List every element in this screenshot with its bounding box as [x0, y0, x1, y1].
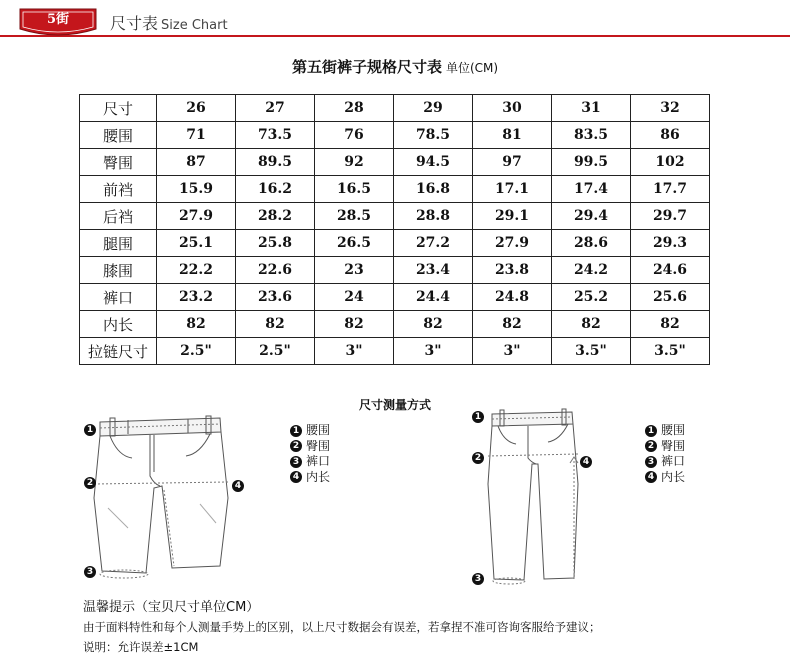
- table-row: [80, 257, 710, 284]
- table-cell: 28.8: [394, 203, 473, 230]
- legend-num: 3: [645, 456, 657, 468]
- legend-num: 2: [290, 440, 302, 452]
- legend-left-item: [290, 439, 330, 455]
- legend-label: 内长: [306, 469, 331, 484]
- legend-left: [290, 423, 330, 485]
- table-cell: 31: [552, 95, 631, 122]
- table-cell: 89.5: [236, 149, 315, 176]
- table-cell: 102: [631, 149, 710, 176]
- legend-right-item: [645, 470, 685, 486]
- table-cell: 29.3: [631, 230, 710, 257]
- table-row: [80, 311, 710, 338]
- table-cell: 25.6: [631, 284, 710, 311]
- table-cell: 82: [315, 311, 394, 338]
- table-cell: 27.2: [394, 230, 473, 257]
- legend-num: 1: [645, 425, 657, 437]
- table-cell: 92: [315, 149, 394, 176]
- legend-left-item: [290, 423, 330, 439]
- marker-3-left: 3: [84, 566, 96, 578]
- size-table-title: [0, 56, 790, 77]
- table-cell: 71: [157, 122, 236, 149]
- legend-left-item: [290, 454, 330, 470]
- legend-num: 4: [290, 471, 302, 483]
- table-cell: 87: [157, 149, 236, 176]
- table-cell: 16.2: [236, 176, 315, 203]
- row-label: 尺寸: [80, 95, 157, 122]
- legend-label: 腰围: [661, 423, 686, 437]
- table-cell: 29.1: [473, 203, 552, 230]
- legend-label: 内长: [661, 469, 686, 484]
- marker-1-right: 1: [472, 411, 484, 423]
- notes-line-2: 说明：允许误差±1CM: [83, 640, 199, 654]
- table-unit: 单位(CM): [445, 61, 499, 75]
- row-label: 前裆: [80, 176, 157, 203]
- legend-left-item: [290, 470, 330, 486]
- header-divider: [0, 35, 790, 37]
- table-cell: 99.5: [552, 149, 631, 176]
- table-cell: 29.4: [552, 203, 631, 230]
- notes-title: 温馨提示（宝贝尺寸单位CM）: [83, 600, 260, 615]
- table-cell: 97: [473, 149, 552, 176]
- marker-4-right: 4: [580, 456, 592, 468]
- notes-line-1: 由于面料特性和每个人测量手势上的区别，以上尺寸数据会有误差，若拿捏不准可咨询客服给予建议；: [83, 620, 601, 634]
- table-row: [80, 203, 710, 230]
- table-cell: 25.2: [552, 284, 631, 311]
- table-cell: 3.5": [631, 338, 710, 365]
- table-row: [80, 95, 710, 122]
- table-cell: 82: [394, 311, 473, 338]
- legend-num: 1: [290, 425, 302, 437]
- table-row: [80, 149, 710, 176]
- legend-num: 4: [645, 471, 657, 483]
- table-cell: 17.1: [473, 176, 552, 203]
- marker-3-right: 3: [472, 573, 484, 585]
- table-cell: 82: [552, 311, 631, 338]
- table-cell: 23.6: [236, 284, 315, 311]
- legend-label: 腰围: [306, 423, 331, 437]
- header-title: [110, 11, 228, 34]
- table-cell: 82: [631, 311, 710, 338]
- table-cell: 25.1: [157, 230, 236, 257]
- table-row: [80, 338, 710, 365]
- table-cell: 23.8: [473, 257, 552, 284]
- row-label: 后裆: [80, 203, 157, 230]
- table-cell: 15.9: [157, 176, 236, 203]
- measure-method-title: 尺寸测量方式: [358, 398, 431, 412]
- legend-label: 臀围: [661, 438, 686, 453]
- table-cell: 22.6: [236, 257, 315, 284]
- table-cell: 26.5: [315, 230, 394, 257]
- logo-text: 5街STREET: [28, 12, 88, 53]
- size-table-body: [80, 95, 710, 365]
- table-cell: 3": [394, 338, 473, 365]
- table-cell: 24: [315, 284, 394, 311]
- table-cell: 26: [157, 95, 236, 122]
- table-cell: 3.5": [552, 338, 631, 365]
- table-cell: 83.5: [552, 122, 631, 149]
- table-cell: 32: [631, 95, 710, 122]
- table-cell: 81: [473, 122, 552, 149]
- table-cell: 82: [236, 311, 315, 338]
- table-cell: 2.5": [157, 338, 236, 365]
- marker-2-right: 2: [472, 452, 484, 464]
- notes-section: [83, 596, 601, 655]
- table-cell: 30: [473, 95, 552, 122]
- table-cell: 27.9: [473, 230, 552, 257]
- legend-right-item: [645, 439, 685, 455]
- legend-label: 裤口: [661, 454, 686, 468]
- table-cell: 24.2: [552, 257, 631, 284]
- table-row: [80, 230, 710, 257]
- table-cell: 24.8: [473, 284, 552, 311]
- legend-right: [645, 423, 685, 485]
- table-cell: 28: [315, 95, 394, 122]
- table-cell: 82: [157, 311, 236, 338]
- page-header: [0, 0, 790, 53]
- table-cell: 24.4: [394, 284, 473, 311]
- row-label: 臀围: [80, 149, 157, 176]
- table-cell: 2.5": [236, 338, 315, 365]
- legend-right-item: [645, 454, 685, 470]
- table-cell: 17.4: [552, 176, 631, 203]
- table-cell: 23.2: [157, 284, 236, 311]
- header-title-en: Size Chart: [161, 18, 228, 33]
- table-cell: 78.5: [394, 122, 473, 149]
- table-cell: 29: [394, 95, 473, 122]
- table-cell: 27.9: [157, 203, 236, 230]
- legend-label: 臀围: [306, 438, 331, 453]
- legend-num: 2: [645, 440, 657, 452]
- table-cell: 23: [315, 257, 394, 284]
- legend-num: 3: [290, 456, 302, 468]
- table-cell: 82: [473, 311, 552, 338]
- table-cell: 16.5: [315, 176, 394, 203]
- table-cell: 28.6: [552, 230, 631, 257]
- header-title-cn: 尺寸表: [110, 14, 159, 33]
- marker-4-left: 4: [232, 480, 244, 492]
- marker-2-left: 2: [84, 477, 96, 489]
- table-cell: 17.7: [631, 176, 710, 203]
- table-cell: 23.4: [394, 257, 473, 284]
- row-label: 膝围: [80, 257, 157, 284]
- table-cell: 16.8: [394, 176, 473, 203]
- table-cell: 25.8: [236, 230, 315, 257]
- row-label: 裤口: [80, 284, 157, 311]
- table-cell: 27: [236, 95, 315, 122]
- table-cell: 29.7: [631, 203, 710, 230]
- size-table: [79, 94, 710, 365]
- table-cell: 73.5: [236, 122, 315, 149]
- legend-right-item: [645, 423, 685, 439]
- table-cell: 22.2: [157, 257, 236, 284]
- table-title-text: 第五街裤子规格尺寸表: [291, 58, 442, 76]
- table-cell: 28.5: [315, 203, 394, 230]
- brand-logo: [18, 7, 98, 53]
- inseam-arrow-icon: [568, 455, 580, 585]
- table-row: [80, 122, 710, 149]
- table-cell: 94.5: [394, 149, 473, 176]
- row-label: 拉链尺寸: [80, 338, 157, 365]
- table-row: [80, 284, 710, 311]
- marker-1-left: 1: [84, 424, 96, 436]
- table-cell: 3": [315, 338, 394, 365]
- table-cell: 76: [315, 122, 394, 149]
- table-cell: 86: [631, 122, 710, 149]
- legend-label: 裤口: [306, 454, 331, 468]
- row-label: 腿围: [80, 230, 157, 257]
- table-cell: 28.2: [236, 203, 315, 230]
- row-label: 腰围: [80, 122, 157, 149]
- table-row: [80, 176, 710, 203]
- row-label: 内长: [80, 311, 157, 338]
- table-cell: 24.6: [631, 257, 710, 284]
- pants-front-diagram-icon: [88, 408, 238, 588]
- table-cell: 3": [473, 338, 552, 365]
